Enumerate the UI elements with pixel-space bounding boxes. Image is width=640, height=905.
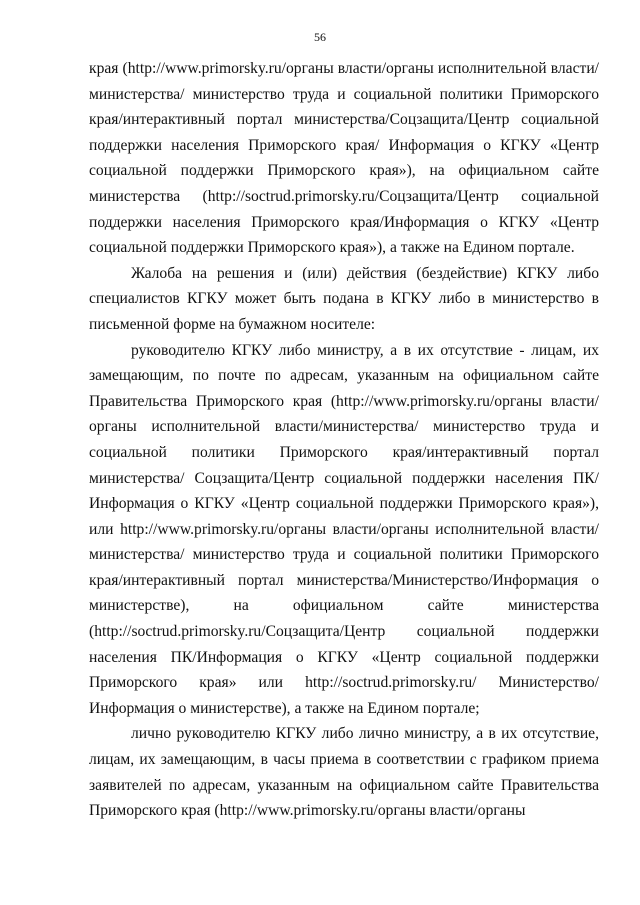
paragraph-complaint-in-person: лично руководителю КГКУ либо лично министру, а в их отсутствие, лицам, их замещающим, в часы приема в соответствии с графиком приема заявителей по адресам, указанным на официальном сайте Правительства Приморского края (http://www.primorsky.ru/органы власти/органы — [89, 725, 599, 820]
page-number: 56 — [314, 30, 326, 44]
paragraph-complaint-by-mail: руководителю КГКУ либо министру, а в их отсутствие - лицам, их замещающим, по почте по адресам, указанным на официальном сайте Правительства Приморского края (http://www.primorsky.ru/органы власти/органы исполнительной власти/министерства/ министерство труда и социальной политики Приморского края/интерактивный портал министерства/ Соцзащита/Центр социальной поддержки населения ПК/Информация о КГКУ «Центр социальной поддержки Приморского края»), или http://www.primorsky.ru/органы власти/органы исполнительной власти/ министерства/ министерство труда и социальной политики Приморского края/интерактивный портал министерства/Министерство/Информация о министерстве), на официальном сайте министерства (http://soctrud.primorsky.ru/Соцзащита/Центр социальной поддержки населения ПК/Информация о КГКУ «Центр социальной поддержки Приморского края» или http://soctrud.primorsky.ru/ Министерство/Информация о министерстве), а также на Едином портале; — [89, 341, 599, 717]
paragraph-complaint-intro: Жалоба на решения и (или) действия (бездействие) КГКУ либо специалистов КГКУ может быть подана в КГКУ либо в министерство в письменной форме на бумажном носителе: — [89, 264, 599, 333]
document-body — [89, 56, 599, 824]
paragraph-contacts-continued: края (http://www.primorsky.ru/органы власти/органы исполнительной власти/ министерства/ министерство труда и социальной политики Приморского края/интерактивный портал министерства/Соцзащита/Центр социальной поддержки населения Приморского края/ Информация о КГКУ «Центр социальной поддержки Приморского края»), на официальном сайте министерства (http://soctrud.primorsky.ru/Соцзащита/Центр социальной поддержки населения Приморского края/Информация о КГКУ «Центр социальной поддержки Приморского края»), а также на Едином портале. — [89, 60, 599, 257]
